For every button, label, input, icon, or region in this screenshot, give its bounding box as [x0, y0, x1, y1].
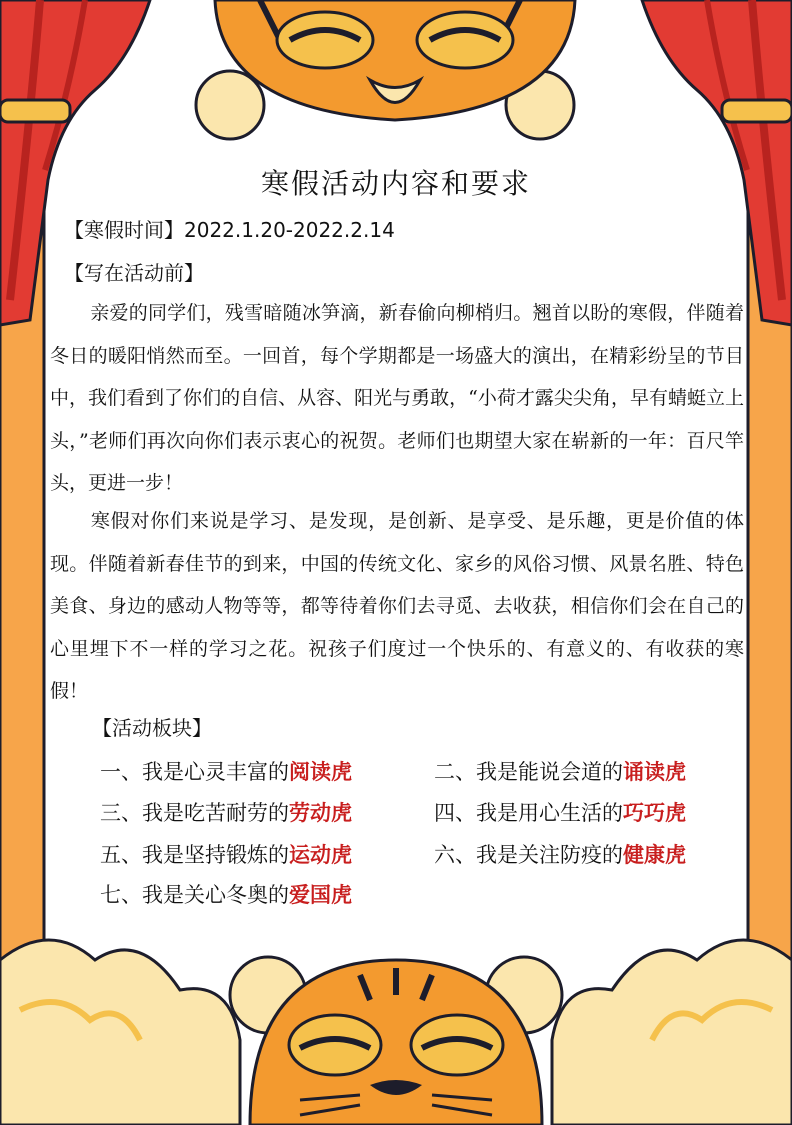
module-prefix: 三、我是吃苦耐劳的 — [100, 801, 289, 825]
module-prefix: 四、我是用心生活的 — [434, 801, 623, 825]
break-time-value: 2022.1.20-2022.2.14 — [184, 218, 395, 242]
paragraph-1-text: 亲爱的同学们，残雪暗随冰笋滴，新春偷向柳梢归。翘首以盼的寒假，伴随着冬日的暖阳悄然而至。一回首，每个学期都是一场盛大的演出，在精彩纷呈的节目中，我们看到了你们的自信、从容、阳光与勇敢，“小荷才露尖尖角，早有蜻蜓立上头，”老师们再次向你们表示衷心的祝贺。老师们也期望大家在崭新的一年：百尺竿头，更进一步！ — [50, 302, 744, 494]
preface-paragraph-2 — [50, 500, 744, 713]
module-name: 劳动虎 — [289, 800, 352, 825]
tiger-head-top-icon — [196, 0, 575, 139]
module-item — [100, 756, 352, 786]
module-prefix: 五、我是坚持锻炼的 — [100, 843, 289, 867]
break-time-row — [64, 214, 395, 243]
preface-label: 【写在活动前】 — [64, 261, 204, 285]
module-item — [434, 797, 686, 827]
module-prefix: 一、我是心灵丰富的 — [100, 760, 289, 784]
module-prefix: 六、我是关注防疫的 — [434, 843, 623, 867]
modules-label: 【活动板块】 — [92, 716, 212, 740]
module-prefix: 二、我是能说会道的 — [434, 760, 623, 784]
module-item — [434, 756, 686, 786]
break-time-label: 【寒假时间】 — [64, 218, 184, 242]
tiger-head-bottom-icon — [230, 957, 562, 1125]
preface-paragraph-1 — [50, 292, 744, 505]
module-item — [100, 797, 352, 827]
module-item — [434, 839, 686, 869]
page-title: 寒假活动内容和要求 — [260, 167, 531, 200]
module-name: 运动虎 — [289, 842, 352, 867]
module-name: 阅读虎 — [289, 759, 352, 784]
module-name: 爱国虎 — [289, 882, 352, 907]
module-item — [100, 839, 352, 869]
module-name: 健康虎 — [623, 842, 686, 867]
paragraph-2-text: 寒假对你们来说是学习、是发现，是创新、是享受、是乐趣，更是价值的体现。伴随着新春佳节的到来，中国的传统文化、家乡的风俗习惯、风景名胜、特色美食、身边的感动人物等等，都等待着你们去寻觅、去收获，相信你们会在自己的心里埋下不一样的学习之花。祝孩子们度过一个快乐的、有意义的、有收获的寒假！ — [50, 510, 744, 702]
module-name: 巧巧虎 — [623, 800, 686, 825]
module-item — [100, 879, 352, 909]
module-prefix: 七、我是关心冬奥的 — [100, 883, 289, 907]
module-name: 诵读虎 — [623, 759, 686, 784]
